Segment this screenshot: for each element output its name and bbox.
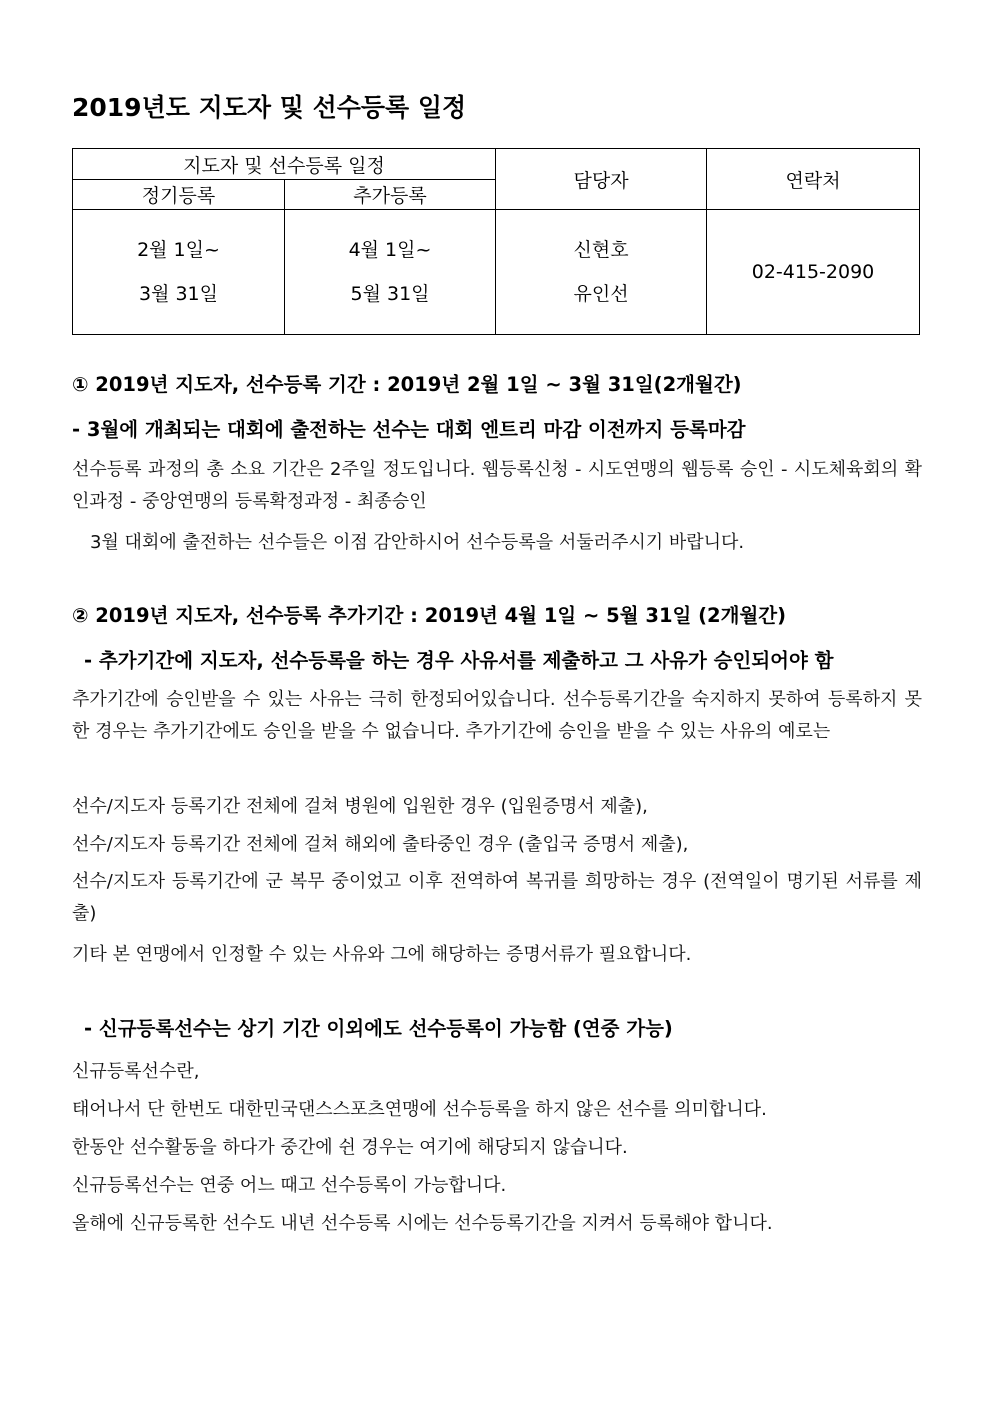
table-header-contact: 연락처 — [707, 149, 920, 210]
section2-paragraph: 추가기간에 승인받을 수 있는 사유는 극히 한정되어있습니다. 선수등록기간을 숙지하지 못하여 등록하지 못한 경우는 추가기간에도 승인을 받을 수 없습니다. 추가기간에 승인을 받을 수 있는 사유의 예로는 — [72, 689, 922, 742]
additional-start: 4월 1일~ — [348, 239, 432, 261]
section3-subheading: - 신규등록선수는 상기 기간 이외에도 선수등록이 가능함 (연중 가능) — [84, 1017, 673, 1040]
section2-item-2: 선수/지도자 등록기간 전체에 걸쳐 해외에 출타중인 경우 (출입국 증명서 제출), — [72, 834, 689, 855]
document-title: 2019년도 지도자 및 선수등록 일정 — [72, 93, 467, 122]
section2-item-4: 기타 본 연맹에서 인정할 수 있는 사유와 그에 해당하는 증명서류가 필요합니다. — [72, 944, 692, 965]
section3-line-2: 태어나서 단 한번도 대한민국댄스스포츠연맹에 선수등록을 하지 않은 선수를 의미합니다. — [72, 1099, 767, 1120]
manager-name-2: 유인선 — [573, 283, 629, 305]
additional-end: 5월 31일 — [350, 283, 430, 305]
section2-item-3: 선수/지도자 등록기간에 군 복무 중이었고 이후 전역하여 복귀를 희망하는 경우 (전역일이 명기된 서류를 제출) — [72, 871, 922, 924]
table-cell-regular-period — [73, 210, 285, 335]
section3-line-5: 올해에 신규등록한 선수도 내년 선수등록 시에는 선수등록기간을 지켜서 등록해야 합니다. — [72, 1213, 773, 1234]
section2-heading: ② 2019년 지도자, 선수등록 추가기간 : 2019년 4월 1일 ~ 5월 31일 (2개월간) — [72, 604, 787, 627]
table-header-regular: 정기등록 — [73, 180, 285, 210]
table-cell-manager — [496, 210, 707, 335]
manager-name-1: 신현호 — [573, 239, 629, 261]
section1-subheading: - 3월에 개최되는 대회에 출전하는 선수는 대회 엔트리 마감 이전까지 등록마감 — [72, 418, 746, 441]
regular-start: 2월 1일~ — [137, 239, 220, 261]
section3-line-3: 한동안 선수활동을 하다가 중간에 쉰 경우는 여기에 해당되지 않습니다. — [72, 1137, 628, 1158]
table-header-additional: 추가등록 — [285, 180, 496, 210]
table-cell-contact: 02-415-2090 — [707, 210, 920, 335]
table-cell-additional-period — [285, 210, 496, 335]
section2-item-1: 선수/지도자 등록기간 전체에 걸쳐 병원에 입원한 경우 (입원증명서 제출), — [72, 796, 648, 817]
section1-heading: ① 2019년 지도자, 선수등록 기간 : 2019년 2월 1일 ~ 3월 31일(2개월간) — [72, 373, 742, 396]
schedule-table — [72, 148, 920, 335]
section3-line-1: 신규등록선수란, — [72, 1061, 200, 1082]
section2-subheading: - 추가기간에 지도자, 선수등록을 하는 경우 사유서를 제출하고 그 사유가 승인되어야 함 — [84, 649, 834, 672]
section3-line-4: 신규등록선수는 연중 어느 때고 선수등록이 가능합니다. — [72, 1175, 507, 1196]
table-header-manager: 담당자 — [496, 149, 707, 210]
regular-end: 3월 31일 — [138, 283, 218, 305]
table-group-header: 지도자 및 선수등록 일정 — [73, 149, 496, 180]
section1-note: 3월 대회에 출전하는 선수들은 이점 감안하시어 선수등록을 서둘러주시기 바랍니다. — [90, 532, 745, 553]
section1-paragraph: 선수등록 과정의 총 소요 기간은 2주일 정도입니다. 웹등록신청 - 시도연맹의 웹등록 승인 - 시도체육회의 확인과정 - 중앙연맹의 등록확정과정 - 최종승인 — [72, 459, 922, 512]
